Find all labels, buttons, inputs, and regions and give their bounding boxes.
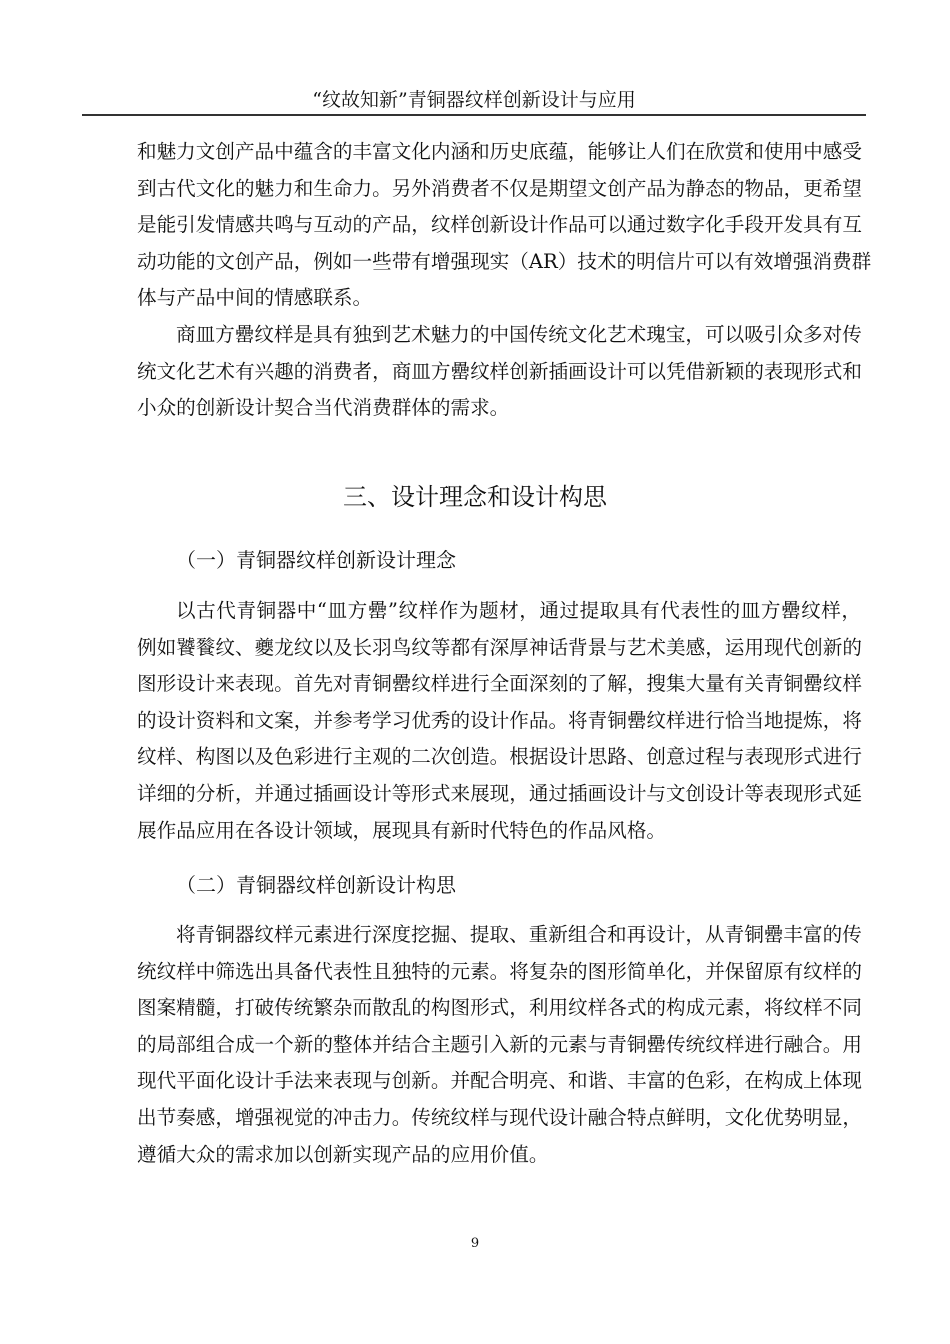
- text-line: 统纹样中筛选出具备代表性且独特的元素。将复杂的图形简单化，并保留原有纹样的: [137, 959, 862, 983]
- text-line: 出节奏感，增强视觉的冲击力。传统纹样与现代设计融合特点鲜明，文化优势明显，: [137, 1105, 862, 1129]
- running-header: “纹故知新”青铜器纹样创新设计与应用: [312, 89, 636, 111]
- subsection-heading: （一）青铜器纹样创新设计理念: [176, 548, 456, 572]
- text-line: 是能引发情感共鸣与互动的产品，纹样创新设计作品可以通过数字化手段开发具有互: [137, 213, 862, 237]
- text-line: 例如饕餮纹、夔龙纹以及长羽鸟纹等都有深厚神话背景与艺术美感，运用现代创新的: [137, 635, 862, 659]
- text-line: 将青铜器纹样元素进行深度挖掘、提取、重新组合和再设计，从青铜罍丰富的传: [176, 923, 862, 946]
- paragraph: [137, 317, 861, 427]
- text-line: 和魅力文创产品中蕴含的丰富文化内涵和历史底蕴，能够让人们在欣赏和使用中感受: [137, 140, 862, 163]
- text-line: 到古代文化的魅力和生命力。另外消费者不仅是期望文创产品为静态的物品，更希望: [137, 176, 862, 200]
- text-line: 图案精髓，打破传统繁杂而散乱的构图形式，利用纹样各式的构成元素，将纹样不同: [137, 996, 862, 1020]
- text-line: 的设计资料和文案，并参考学习优秀的设计作品。将青铜罍纹样进行恰当地提炼，将: [137, 708, 862, 732]
- text-line: 展作品应用在各设计领域，展现具有新时代特色的作品风格。: [137, 818, 667, 842]
- paragraph: [137, 134, 872, 317]
- section-heading: 三、设计理念和设计构思: [343, 483, 607, 511]
- text-line: 小众的创新设计契合当代消费群体的需求。: [137, 396, 510, 420]
- text-line: 现代平面化设计手法来表现与创新。并配合明亮、和谐、丰富的色彩，在构成上体现: [137, 1069, 862, 1093]
- text-line: 遵循大众的需求加以创新实现产品的应用价值。: [137, 1142, 549, 1166]
- header-rule: [82, 114, 866, 116]
- text-line: 以古代青铜器中“皿方罍”纹样作为题材，通过提取具有代表性的皿方罍纹样，: [176, 599, 861, 622]
- subsection-heading: （二）青铜器纹样创新设计构思: [176, 873, 456, 897]
- text-line: 体与产品中间的情感联系。: [137, 286, 373, 310]
- text-line: 详细的分析，并通过插画设计等形式来展现，通过插画设计与文创设计等表现形式延: [137, 781, 862, 805]
- paragraph: [137, 917, 861, 1173]
- paragraph: [137, 593, 861, 849]
- text-line: 图形设计来表现。首先对青铜罍纹样进行全面深刻的了解，搜集大量有关青铜罍纹样: [137, 672, 862, 696]
- text-line: 动功能的文创产品，例如一些带有增强现实（AR）技术的明信片可以有效增强消费群: [137, 249, 872, 273]
- text-line: 统文化艺术有兴趣的消费者，商皿方罍纹样创新插画设计可以凭借新颖的表现形式和: [137, 359, 862, 383]
- page-number: 9: [470, 1236, 480, 1251]
- text-line: 商皿方罍纹样是具有独到艺术魅力的中国传统文化艺术瑰宝，可以吸引众多对传: [176, 323, 862, 346]
- text-line: 的局部组合成一个新的整体并结合主题引入新的元素与青铜罍传统纹样进行融合。用: [137, 1032, 862, 1056]
- text-line: 纹样、构图以及色彩进行主观的二次创造。根据设计思路、创意过程与表现形式进行: [137, 745, 862, 769]
